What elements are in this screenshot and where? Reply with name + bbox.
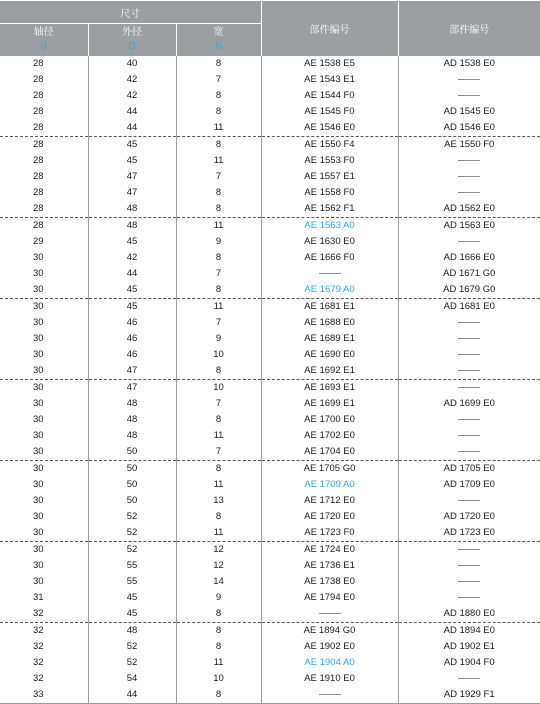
shaft-diameter-cell: 28	[33, 187, 44, 198]
shaft-diameter-cell: 28	[0, 120, 88, 137]
shaft-diameter-cell: 30	[33, 560, 44, 571]
table-row	[0, 461, 540, 478]
width-cell: 10	[176, 347, 261, 363]
shaft-diameter-cell: 30	[33, 333, 44, 344]
ad-part-number-cell	[398, 331, 540, 347]
table-row	[0, 574, 540, 590]
width-cell: 7	[176, 169, 261, 185]
width-cell: 10	[176, 380, 261, 397]
ad-part-number-cell: AD 1681 E0	[398, 299, 540, 316]
shaft-diameter-label: 轴径	[33, 27, 54, 38]
table-row	[0, 509, 540, 525]
outer-diameter-cell: 52	[88, 509, 176, 525]
ae-part-number-cell: AE 1723 F0	[261, 525, 398, 542]
ae-part-number-cell: AE 1692 E1	[261, 363, 398, 380]
em-dash-line-icon	[458, 241, 480, 242]
shaft-diameter-cell: 28	[33, 106, 44, 117]
ad-part-number-cell	[398, 590, 540, 606]
shaft-diameter-cell: 30	[0, 444, 88, 461]
width-header	[176, 24, 261, 57]
table-row	[0, 234, 540, 250]
outer-diameter-cell: 50	[88, 493, 176, 509]
shaft-diameter-cell: 28	[0, 201, 88, 218]
width-cell: 14	[176, 574, 261, 590]
ad-part-number-cell: AD 1679 G0	[398, 282, 540, 299]
ae-part-number-cell: AE 1666 F0	[261, 250, 398, 266]
ad-part-number-cell	[398, 493, 540, 509]
ae-part-number-cell: AE 1705 G0	[261, 461, 398, 478]
outer-diameter-cell: 48	[88, 623, 176, 640]
ae-part-number-cell: AE 1681 E1	[261, 299, 398, 316]
outer-diameter-cell: 44	[88, 687, 176, 704]
outer-diameter-cell: 52	[88, 525, 176, 542]
table-row	[0, 169, 540, 185]
em-dash-line-icon	[458, 338, 480, 339]
ae-part-number-cell: AE 1558 F0	[261, 185, 398, 201]
ae-part-number-cell: AE 1894 G0	[261, 623, 398, 640]
table-row	[0, 104, 540, 120]
ae-part-number-cell: AE 1704 E0	[261, 444, 398, 461]
part-number-header-2: 部件编号	[398, 1, 540, 56]
shaft-diameter-cell: 30	[33, 398, 44, 409]
table-row	[0, 380, 540, 397]
shaft-diameter-cell: 30	[0, 282, 88, 299]
width-cell: 11	[176, 153, 261, 169]
outer-diameter-cell: 44	[88, 104, 176, 120]
outer-diameter-cell: 47	[88, 169, 176, 185]
shaft-diameter-cell: 30	[33, 382, 44, 393]
em-dash-line-icon	[458, 500, 480, 501]
em-dash-line-icon	[458, 565, 480, 566]
outer-diameter-cell: 52	[88, 655, 176, 671]
width-cell: 8	[176, 201, 261, 218]
width-cell: 8	[176, 509, 261, 525]
ad-part-number-cell: AD 1904 F0	[398, 655, 540, 671]
ad-part-number-cell: AD 1563 E0	[398, 218, 540, 235]
table-row	[0, 363, 540, 380]
shaft-diameter-cell: 32	[33, 641, 44, 652]
outer-diameter-cell: 48	[88, 396, 176, 412]
ad-part-number-cell: AD 1894 E0	[398, 623, 540, 640]
ad-part-number-cell: AD 1671 G0	[398, 266, 540, 282]
width-cell: 9	[176, 331, 261, 347]
table-row	[0, 201, 540, 218]
ad-part-number-cell	[398, 428, 540, 444]
outer-diameter-cell: 47	[88, 380, 176, 397]
outer-diameter-cell: 48	[88, 428, 176, 444]
outer-diameter-cell: 55	[88, 574, 176, 590]
table-row	[0, 153, 540, 169]
shaft-diameter-cell: 32	[33, 657, 44, 668]
em-dash-line-icon	[458, 549, 480, 550]
ae-part-number-cell: AE 1690 E0	[261, 347, 398, 363]
ae-part-number-cell: AE 1679 A0	[261, 282, 398, 299]
outer-diameter-cell: 47	[88, 363, 176, 380]
shaft-diameter-cell: 32	[0, 606, 88, 623]
shaft-diameter-cell: 28	[33, 58, 44, 69]
outer-diameter-cell: 50	[88, 477, 176, 493]
ad-part-number-cell: AD 1929 F1	[398, 687, 540, 704]
shaft-diameter-cell: 28	[33, 74, 44, 85]
shaft-diameter-cell: 30	[33, 252, 44, 263]
table-row	[0, 687, 540, 704]
width-cell: 10	[176, 671, 261, 687]
ae-part-number-cell	[261, 687, 398, 704]
ae-part-number-cell: AE 1693 E1	[261, 380, 398, 397]
table-row	[0, 428, 540, 444]
shaft-diameter-cell: 30	[33, 317, 44, 328]
em-dash-line-icon	[458, 95, 480, 96]
shaft-diameter-cell: 30	[33, 463, 44, 474]
table-row	[0, 120, 540, 137]
ae-part-number-cell: AE 1550 F4	[261, 137, 398, 154]
outer-diameter-cell: 50	[88, 461, 176, 478]
ae-part-number-cell: AE 1630 E0	[261, 234, 398, 250]
shaft-diameter-cell: 30	[33, 479, 44, 490]
table-row	[0, 331, 540, 347]
table-row	[0, 639, 540, 655]
ae-part-number-cell: AE 1562 F1	[261, 201, 398, 218]
table-row	[0, 412, 540, 428]
ad-part-number-cell: AD 1538 E0	[398, 56, 540, 72]
table-row	[0, 185, 540, 201]
outer-diameter-cell: 46	[88, 315, 176, 331]
em-dash-line-icon	[319, 694, 341, 695]
outer-diameter-cell: 45	[88, 606, 176, 623]
width-cell: 11	[176, 120, 261, 137]
width-cell: 13	[176, 493, 261, 509]
width-cell: 11	[176, 525, 261, 542]
width-cell: 8	[176, 137, 261, 154]
table-row	[0, 590, 540, 606]
outer-diameter-symbol: D	[128, 41, 136, 52]
shaft-diameter-cell: 30	[33, 301, 44, 312]
ae-part-number-cell: AE 1689 E1	[261, 331, 398, 347]
ad-part-number-cell: AD 1546 E0	[398, 120, 540, 137]
em-dash-line-icon	[458, 435, 480, 436]
outer-diameter-label: 外径	[122, 27, 142, 38]
ad-part-number-cell	[398, 542, 540, 559]
width-cell: 8	[176, 363, 261, 380]
outer-diameter-cell: 48	[88, 412, 176, 428]
table-row	[0, 137, 540, 154]
outer-diameter-cell: 45	[88, 590, 176, 606]
table-row	[0, 623, 540, 640]
ad-part-number-cell: AD 1709 E0	[398, 477, 540, 493]
outer-diameter-cell: 46	[88, 331, 176, 347]
table-header	[0, 1, 540, 56]
outer-diameter-header	[88, 24, 176, 57]
ae-part-number-cell: AE 1543 E1	[261, 72, 398, 88]
table-row	[0, 493, 540, 509]
width-cell: 8	[176, 56, 261, 72]
table-row	[0, 72, 540, 88]
table-row	[0, 655, 540, 671]
outer-diameter-cell: 45	[88, 299, 176, 316]
width-cell: 7	[176, 72, 261, 88]
outer-diameter-cell: 50	[88, 444, 176, 461]
table-row	[0, 542, 540, 559]
width-cell: 8	[176, 461, 261, 478]
shaft-diameter-cell: 28	[33, 90, 44, 101]
em-dash-line-icon	[319, 273, 341, 274]
ae-part-number-cell: AE 1736 E1	[261, 558, 398, 574]
table-row	[0, 299, 540, 316]
outer-diameter-cell: 42	[88, 250, 176, 266]
outer-diameter-cell: 42	[88, 88, 176, 104]
ad-part-number-cell: AD 1545 E0	[398, 104, 540, 120]
width-label: 宽	[213, 27, 224, 38]
ae-part-number-cell: AE 1544 F0	[261, 88, 398, 104]
part-number-header-1: 部件编号	[261, 1, 398, 56]
em-dash-line-icon	[319, 613, 341, 614]
em-dash-line-icon	[458, 370, 480, 371]
table-row	[0, 525, 540, 542]
width-cell: 8	[176, 639, 261, 655]
em-dash-line-icon	[458, 419, 480, 420]
outer-diameter-cell: 45	[88, 282, 176, 299]
ad-part-number-cell	[398, 363, 540, 380]
shaft-diameter-cell: 29	[33, 236, 44, 247]
outer-diameter-cell: 44	[88, 120, 176, 137]
em-dash-line-icon	[458, 581, 480, 582]
ad-part-number-cell	[398, 671, 540, 687]
ae-part-number-cell: AE 1545 F0	[261, 104, 398, 120]
shaft-diameter-cell: 30	[33, 495, 44, 506]
ae-part-number-cell: AE 1794 E0	[261, 590, 398, 606]
em-dash-line-icon	[458, 354, 480, 355]
ae-part-number-cell: AE 1709 A0	[261, 477, 398, 493]
ad-part-number-cell	[398, 169, 540, 185]
outer-diameter-cell: 42	[88, 72, 176, 88]
em-dash-line-icon	[458, 678, 480, 679]
outer-diameter-cell: 52	[88, 639, 176, 655]
em-dash-line-icon	[458, 79, 480, 80]
ae-part-number-cell: AE 1712 E0	[261, 493, 398, 509]
ae-part-number-cell: AE 1902 E0	[261, 639, 398, 655]
shaft-diameter-cell: 30	[0, 525, 88, 542]
table-row	[0, 88, 540, 104]
ad-part-number-cell: AD 1720 E0	[398, 509, 540, 525]
width-symbol: b	[215, 41, 222, 52]
outer-diameter-cell: 52	[88, 542, 176, 559]
outer-diameter-cell: 48	[88, 218, 176, 235]
width-cell: 7	[176, 315, 261, 331]
outer-diameter-cell: 46	[88, 347, 176, 363]
shaft-diameter-symbol: d	[40, 41, 47, 52]
shaft-diameter-cell: 30	[33, 414, 44, 425]
bearing-size-table	[0, 1, 540, 704]
outer-diameter-cell: 55	[88, 558, 176, 574]
em-dash-line-icon	[458, 192, 480, 193]
width-cell: 7	[176, 396, 261, 412]
width-cell: 9	[176, 590, 261, 606]
ad-part-number-cell: AE 1550 F0	[398, 137, 540, 154]
table-row	[0, 671, 540, 687]
outer-diameter-cell: 47	[88, 185, 176, 201]
shaft-diameter-cell: 30	[33, 430, 44, 441]
width-cell: 12	[176, 558, 261, 574]
ae-part-number-cell: AE 1700 E0	[261, 412, 398, 428]
width-cell: 8	[176, 282, 261, 299]
em-dash-line-icon	[458, 451, 480, 452]
ae-part-number-cell: AE 1702 E0	[261, 428, 398, 444]
table-row	[0, 218, 540, 235]
ae-part-number-cell: AE 1688 E0	[261, 315, 398, 331]
ad-part-number-cell	[398, 412, 540, 428]
ad-part-number-cell	[398, 72, 540, 88]
ad-part-number-cell	[398, 380, 540, 397]
width-cell: 8	[176, 623, 261, 640]
shaft-diameter-cell: 33	[0, 687, 88, 704]
table-row	[0, 250, 540, 266]
outer-diameter-cell: 54	[88, 671, 176, 687]
ad-part-number-cell: AD 1705 E0	[398, 461, 540, 478]
em-dash-line-icon	[458, 387, 480, 388]
shaft-diameter-cell: 32	[33, 673, 44, 684]
ae-part-number-cell: AE 1538 E5	[261, 56, 398, 72]
width-cell: 11	[176, 477, 261, 493]
ad-part-number-cell: AD 1880 E0	[398, 606, 540, 623]
shaft-diameter-cell: 30	[33, 268, 44, 279]
ae-part-number-cell	[261, 266, 398, 282]
ae-part-number-cell: AE 1546 E0	[261, 120, 398, 137]
ad-part-number-cell	[398, 558, 540, 574]
outer-diameter-cell: 45	[88, 153, 176, 169]
table-row	[0, 444, 540, 461]
shaft-diameter-cell: 30	[0, 363, 88, 380]
shaft-diameter-cell: 32	[33, 625, 44, 636]
ad-part-number-cell	[398, 153, 540, 169]
table-row	[0, 282, 540, 299]
shaft-diameter-cell: 30	[33, 544, 44, 555]
width-cell: 8	[176, 185, 261, 201]
ad-part-number-cell	[398, 347, 540, 363]
ae-part-number-cell: AE 1910 E0	[261, 671, 398, 687]
ae-part-number-cell: AE 1557 E1	[261, 169, 398, 185]
shaft-diameter-cell: 30	[33, 576, 44, 587]
width-cell: 11	[176, 299, 261, 316]
dimensions-header: 尺寸	[0, 1, 261, 24]
ae-part-number-cell: AE 1738 E0	[261, 574, 398, 590]
outer-diameter-cell: 48	[88, 201, 176, 218]
ad-part-number-cell	[398, 315, 540, 331]
width-cell: 9	[176, 234, 261, 250]
shaft-diameter-cell: 30	[33, 511, 44, 522]
ad-part-number-cell: AD 1723 E0	[398, 525, 540, 542]
ad-part-number-cell	[398, 444, 540, 461]
shaft-diameter-cell: 28	[33, 155, 44, 166]
shaft-diameter-header	[0, 24, 88, 57]
ae-part-number-cell: AE 1699 E1	[261, 396, 398, 412]
table-row	[0, 558, 540, 574]
width-cell: 7	[176, 266, 261, 282]
width-cell: 8	[176, 88, 261, 104]
ad-part-number-cell: AD 1666 E0	[398, 250, 540, 266]
ae-part-number-cell: AE 1563 A0	[261, 218, 398, 235]
outer-diameter-cell: 44	[88, 266, 176, 282]
ad-part-number-cell	[398, 234, 540, 250]
shaft-diameter-cell: 28	[33, 171, 44, 182]
shaft-diameter-cell: 31	[33, 592, 44, 603]
table-body	[0, 56, 540, 704]
shaft-diameter-cell: 28	[33, 220, 44, 231]
ae-part-number-cell	[261, 606, 398, 623]
width-cell: 8	[176, 687, 261, 704]
outer-diameter-cell: 45	[88, 137, 176, 154]
width-cell: 11	[176, 655, 261, 671]
ae-part-number-cell: AE 1720 E0	[261, 509, 398, 525]
outer-diameter-cell: 40	[88, 56, 176, 72]
em-dash-line-icon	[458, 176, 480, 177]
width-cell: 8	[176, 104, 261, 120]
table-row	[0, 477, 540, 493]
em-dash-line-icon	[458, 597, 480, 598]
table-row	[0, 266, 540, 282]
shaft-diameter-cell: 28	[33, 139, 44, 150]
width-cell: 12	[176, 542, 261, 559]
width-cell: 8	[176, 250, 261, 266]
width-cell: 8	[176, 412, 261, 428]
ae-part-number-cell: AE 1904 A0	[261, 655, 398, 671]
ae-part-number-cell: AE 1724 E0	[261, 542, 398, 559]
width-cell: 8	[176, 606, 261, 623]
table-row	[0, 347, 540, 363]
ad-part-number-cell	[398, 88, 540, 104]
em-dash-line-icon	[458, 322, 480, 323]
ad-part-number-cell: AD 1699 E0	[398, 396, 540, 412]
table-row	[0, 396, 540, 412]
ae-part-number-cell: AE 1553 F0	[261, 153, 398, 169]
table-row	[0, 606, 540, 623]
table-row	[0, 56, 540, 72]
width-cell: 11	[176, 428, 261, 444]
ad-part-number-cell: AD 1562 E0	[398, 201, 540, 218]
ad-part-number-cell	[398, 185, 540, 201]
width-cell: 11	[176, 218, 261, 235]
table-row	[0, 315, 540, 331]
width-cell: 7	[176, 444, 261, 461]
outer-diameter-cell: 45	[88, 234, 176, 250]
ad-part-number-cell	[398, 574, 540, 590]
ad-part-number-cell: AD 1902 E1	[398, 639, 540, 655]
em-dash-line-icon	[458, 160, 480, 161]
shaft-diameter-cell: 30	[33, 349, 44, 360]
